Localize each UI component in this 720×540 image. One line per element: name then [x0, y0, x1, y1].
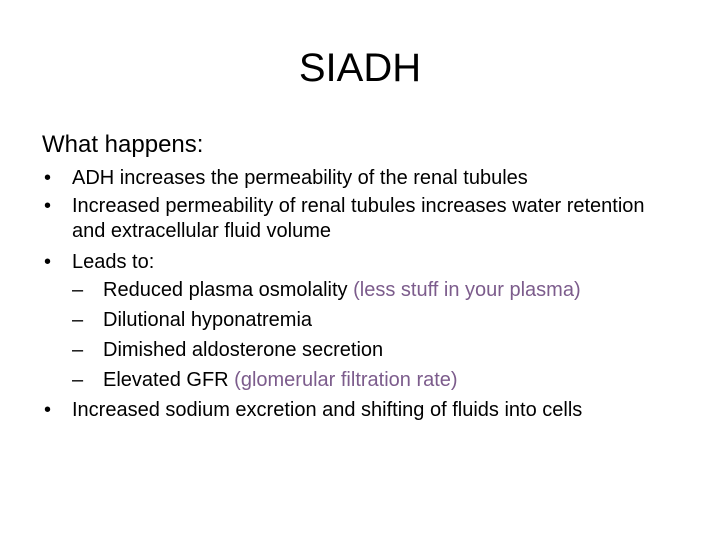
- sub-bullet-text: Elevated GFR: [103, 369, 229, 391]
- slide-title: SIADH: [298, 46, 422, 90]
- dash-marker: –: [72, 309, 84, 331]
- dash-marker: –: [72, 369, 84, 391]
- dash-marker: –: [72, 279, 84, 301]
- bullet-marker: •: [44, 167, 52, 189]
- bullet-item: [0, 398, 720, 423]
- bullet-text: Leads to:: [72, 251, 155, 273]
- bullet-text: Increased permeability of renal tubules increases water retention and extracellular fluid volume: [72, 195, 645, 242]
- sub-bullet-text: Dimished aldosterone secretion: [103, 339, 384, 361]
- bullet-text: Increased sodium excretion and shifting of fluids into cells: [72, 399, 583, 421]
- sub-bullet-item: [0, 338, 720, 363]
- sub-bullet-note: (glomerular filtration rate): [234, 369, 458, 391]
- bullet-marker: •: [44, 399, 52, 421]
- dash-marker: –: [72, 339, 84, 361]
- slide-subtitle: What happens:: [42, 131, 204, 158]
- bullet-item: [0, 250, 720, 275]
- bullet-list: [0, 166, 720, 429]
- sub-bullet-item: [0, 308, 720, 333]
- bullet-item: [0, 166, 720, 191]
- bullet-marker: •: [44, 251, 52, 273]
- bullet-item: [0, 194, 720, 244]
- sub-bullet-text: Dilutional hyponatremia: [103, 309, 313, 331]
- bullet-text: ADH increases the permeability of the renal tubules: [72, 167, 528, 189]
- sub-bullet-text: Reduced plasma osmolality: [103, 279, 348, 301]
- sub-bullet-item: [0, 368, 720, 393]
- sub-bullet-note: (less stuff in your plasma): [353, 279, 581, 301]
- sub-bullet-item: [0, 278, 720, 303]
- bullet-marker: •: [44, 195, 52, 217]
